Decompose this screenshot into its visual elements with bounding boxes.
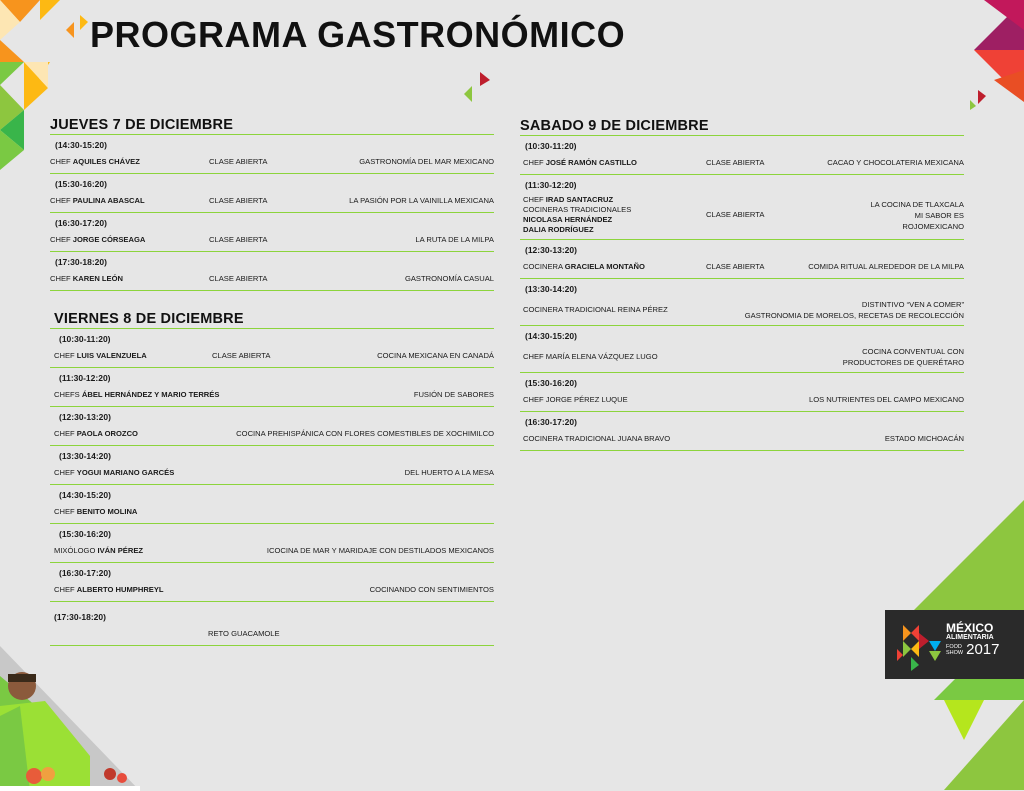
- schedule-entry: [50, 446, 494, 485]
- presenter-group: CHEF IRAD SANTACRUZ COCINERAS TRADICIONALES NICOLASA HERNÁNDEZ DALIA RODRÍGUEZ: [523, 195, 632, 234]
- day-heading-friday: VIERNES 8 DE DICIEMBRE: [50, 311, 494, 329]
- session-time: (10:30-11:20): [59, 334, 111, 344]
- session-time: (14:30-15:20): [59, 490, 111, 500]
- schedule-entry: [50, 485, 494, 524]
- page-title: PROGRAMA GASTRONÓMICO: [90, 14, 626, 55]
- session-type: CLASE ABIERTA: [209, 196, 268, 206]
- session-time: (12:30-13:20): [525, 245, 577, 255]
- session-activity: GASTRONOMÍA DEL MAR MEXICANO: [359, 157, 494, 167]
- right-column: [520, 118, 964, 451]
- session-activity: COCINA MEXICANA EN CANADÁ: [377, 351, 494, 361]
- session-time: (10:30-11:20): [525, 141, 577, 151]
- session-activity: CACAO Y CHOCOLATERIA MEXICANA: [827, 158, 964, 168]
- presenter: CHEF AQUILES CHÁVEZ: [50, 157, 140, 167]
- presenter: COCINERA GRACIELA MONTAÑO: [523, 262, 645, 272]
- presenter: CHEF LUIS VALENZUELA: [54, 351, 147, 361]
- session-activity: DISTINTIVO “VEN A COMER” GASTRONOMIA DE MORELOS, RECETAS DE RECOLECCIÓN: [744, 300, 964, 320]
- session-activity: COMIDA RITUAL ALREDEDOR DE LA MILPA: [808, 262, 964, 272]
- top-right-triangles: [964, 0, 1024, 110]
- schedule-entry: [50, 135, 494, 174]
- session-type: CLASE ABIERTA: [706, 158, 765, 168]
- presenter: CHEF ALBERTO HUMPHREYL: [54, 585, 164, 595]
- presenter: MIXÓLOGO IVÁN PÉREZ: [54, 546, 144, 556]
- schedule-entry: [520, 326, 964, 373]
- left-column: [50, 117, 494, 646]
- session-time: (15:30-16:20): [55, 179, 107, 189]
- schedule-entry: [50, 174, 494, 213]
- session-type: CLASE ABIERTA: [706, 210, 765, 220]
- session-time: (16:30-17:20): [55, 218, 107, 228]
- session-type: CLASE ABIERTA: [209, 274, 268, 284]
- mexico-alimentaria-logo: [885, 610, 1024, 679]
- day-heading-thursday: JUEVES 7 DE DICIEMBRE: [50, 117, 494, 135]
- schedule-entry: [50, 407, 494, 446]
- session-time: (12:30-13:20): [59, 412, 111, 422]
- session-activity: ICOCINA DE MAR Y MARIDAJE CON DESTILADOS MEXICANOS: [266, 546, 494, 556]
- session-time: (13:30-14:20): [59, 451, 111, 461]
- session-time: (14:30-15:20): [525, 331, 577, 341]
- schedule-entry: [520, 373, 964, 412]
- schedule-entry: [50, 329, 494, 368]
- presenter: CHEF JORGE CÓRSEAGA: [50, 235, 146, 245]
- presenter: CHEF PAOLA OROZCO: [54, 429, 138, 439]
- presenter: CHEF YOGUI MARIANO GARCÉS: [54, 468, 175, 478]
- session-time: (17:30-18:20): [55, 257, 107, 267]
- logo-text: MÉXICO ALIMENTARIA FOOD SHOW 2017: [946, 621, 1000, 658]
- schedule-entry: [520, 240, 964, 279]
- session-activity: DEL HUERTO A LA MESA: [404, 468, 494, 478]
- presenter: CHEFS ÁBEL HERNÁNDEZ Y MARIO TERRÉS: [54, 390, 220, 400]
- session-activity: LA RUTA DE LA MILPA: [415, 235, 494, 245]
- presenter: CHEF JORGE PÉREZ LUQUE: [523, 395, 628, 405]
- session-type: CLASE ABIERTA: [706, 262, 765, 272]
- session-activity: FUSIÓN DE SABORES: [413, 390, 494, 400]
- schedule-entry: [520, 412, 964, 451]
- session-time: (14:30-15:20): [55, 140, 107, 150]
- logo-emblem-icon: [889, 615, 949, 675]
- schedule-entry: [50, 252, 494, 291]
- presenter: CHEF KAREN LEÓN: [50, 274, 124, 284]
- session-activity: LOS NUTRIENTES DEL CAMPO MEXICANO: [809, 395, 964, 405]
- session-activity: COCINA CONVENTUAL CON PRODUCTORES DE QUERÉTARO: [842, 347, 964, 367]
- session-time: (11:30-12:20): [59, 373, 111, 383]
- schedule-entry: [50, 524, 494, 563]
- session-activity: ESTADO MICHOACÁN: [884, 434, 964, 444]
- schedule-entry: [520, 136, 964, 175]
- schedule-entry: [520, 175, 964, 240]
- session-time: (11:30-12:20): [525, 180, 577, 190]
- center-small-triangles: [462, 68, 492, 108]
- session-time: (16:30-17:20): [59, 568, 111, 578]
- session-time: (16:30-17:20): [525, 417, 577, 427]
- day-heading-saturday: SABADO 9 DE DICIEMBRE: [520, 118, 964, 136]
- presenter: CHEF MARÍA ELENA VÁZQUEZ LUGO: [523, 352, 658, 362]
- session-type: CLASE ABIERTA: [212, 351, 271, 361]
- session-time: (15:30-16:20): [59, 529, 111, 539]
- schedule-entry: [50, 602, 494, 646]
- chef-photo: [0, 646, 140, 791]
- session-activity: COCINANDO CON SENTIMIENTOS: [369, 585, 494, 595]
- session-activity: LA COCINA DE TLAXCALA MI SABOR ES ROJOMEXICANO: [870, 199, 964, 231]
- schedule-entry: [50, 213, 494, 252]
- presenter: CHEF BENITO MOLINA: [54, 507, 138, 517]
- session-activity: GASTRONOMÍA CASUAL: [404, 274, 494, 284]
- presenter: CHEF PAULINA ABASCAL: [50, 196, 145, 206]
- presenter: COCINERA TRADICIONAL REINA PÉREZ: [523, 305, 668, 315]
- session-time: (15:30-16:20): [525, 378, 577, 388]
- session-activity: COCINA PREHISPÁNICA CON FLORES COMESTIBLES DE XOCHIMILCO: [236, 429, 494, 439]
- session-time: (13:30-14:20): [525, 284, 577, 294]
- schedule-entry: [50, 368, 494, 407]
- session-type: CLASE ABIERTA: [209, 235, 268, 245]
- presenter: CHEF JOSÉ RAMÓN CASTILLO: [523, 158, 637, 168]
- session-type: RETO GUACAMOLE: [208, 629, 280, 639]
- session-activity: LA PASIÓN POR LA VAINILLA MEXICANA: [349, 196, 494, 206]
- schedule-entry: [520, 279, 964, 326]
- presenter: COCINERA TRADICIONAL JUANA BRAVO: [523, 434, 671, 444]
- session-time: (17:30-18:20): [54, 612, 106, 622]
- session-type: CLASE ABIERTA: [209, 157, 268, 167]
- schedule-entry: [50, 563, 494, 602]
